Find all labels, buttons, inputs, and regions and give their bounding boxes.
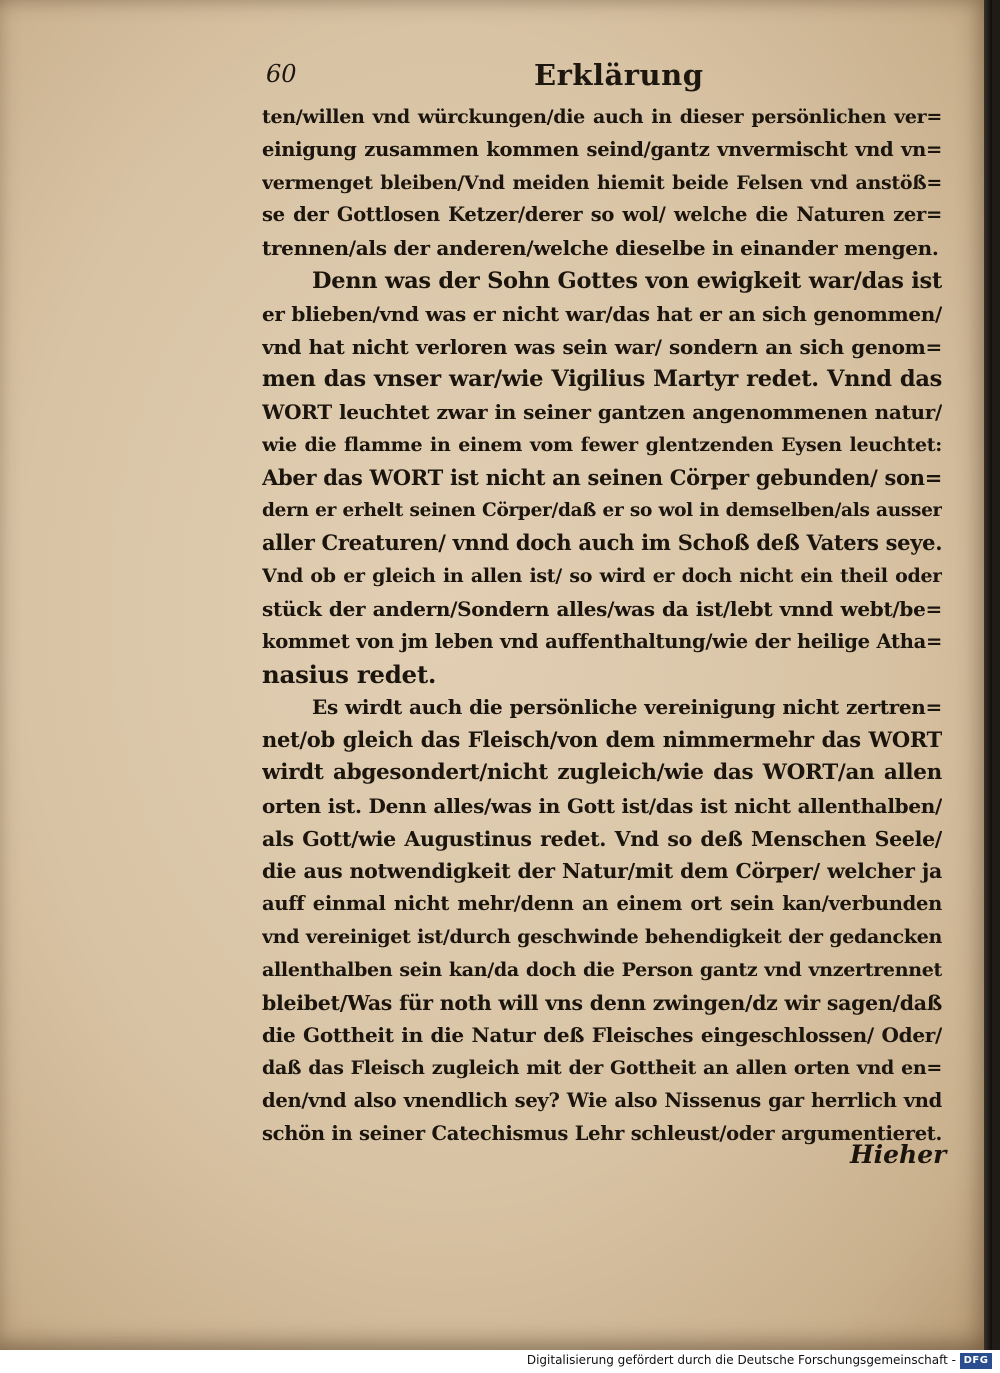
text-line: bleibet/Was für noth will vns denn zwingen/dz wir sagen/daß	[262, 990, 942, 1015]
text-line: vermenget bleiben/Vnd meiden hiemit beide Felsen vnd anstöß=	[262, 171, 942, 194]
digitization-footer	[0, 1350, 1000, 1373]
text-line: Es wirdt auch die persönliche vereinigung nicht zertren=	[312, 695, 942, 720]
text-line: er blieben/vnd was er nicht war/das hat er an sich genommen/	[262, 301, 942, 326]
text-line: stück der andern/Sondern alles/was da ist/lebt vnnd webt/be=	[262, 596, 942, 621]
text-line: WORT leuchtet zwar in seiner gantzen angenommenen natur/	[262, 400, 942, 425]
text-line: nasius redet.	[262, 659, 437, 689]
text-line: ten/willen vnd würckungen/die auch in dieser persönlichen ver=	[262, 106, 942, 128]
text-line: se der Gottlosen Ketzer/derer so wol/ welche die Naturen zer=	[262, 203, 942, 227]
body-text	[262, 101, 942, 1151]
text-line: daß das Fleisch zugleich mit der Gottheit an allen orten vnd en=	[262, 1057, 942, 1080]
text-line: aller Creaturen/ vnnd doch auch im Schoß deß Vaters seye.	[262, 530, 942, 556]
text-line: trennen/als der anderen/welche dieselbe in einander mengen.	[262, 236, 939, 261]
text-line: Vnd ob er gleich in allen ist/ so wird er doch nicht ein theil oder	[262, 565, 942, 588]
text-line: auff einmal nicht mehr/denn an einem ort sein kan/verbunden	[262, 892, 942, 916]
page-header	[262, 58, 942, 94]
text-line: die Gottheit in die Natur deß Fleisches eingeschlossen/ Oder/	[262, 1023, 942, 1048]
text-line: orten ist. Denn alles/was in Gott ist/das ist nicht allenthalben/	[262, 793, 942, 818]
text-line: schön in seiner Catechismus Lehr schleust/oder argumentieret.	[262, 1121, 942, 1145]
text-line: dern er erhelt seinen Cörper/daß er so wol in demselben/als ausser	[262, 499, 942, 521]
text-line: allenthalben sein kan/da doch die Person gantz vnd vnzertrennet	[262, 958, 942, 981]
text-line: vnd hat nicht verloren was sein war/ sondern an sich genom=	[262, 334, 942, 359]
text-line: men das vnser war/wie Vigilius Martyr redet. Vnnd das	[262, 366, 942, 393]
text-line: kommet von jm leben vnd auffenthaltung/wie der heilige Atha=	[262, 629, 942, 653]
text-line: net/ob gleich das Fleisch/von dem nimmermehr das WORT	[262, 727, 942, 753]
text-line: den/vnd also vnendlich sey? Wie also Nissenus gar herrlich vnd	[262, 1088, 942, 1112]
text-line: Denn was der Sohn Gottes von ewigkeit war/das ist	[312, 267, 942, 294]
text-line: wirdt abgesondert/nicht zugleich/wie das WORT/an allen	[262, 759, 942, 785]
funding-credit: Digitalisierung gefördert durch die Deutsche Forschungsgemeinschaft -	[526, 1353, 956, 1367]
page-edge-shadow	[984, 0, 992, 1350]
running-title: Erklärung	[534, 58, 704, 92]
page-number: 60	[266, 60, 297, 88]
text-line: die aus notwendigkeit der Natur/mit dem Cörper/ welcher ja	[262, 859, 942, 884]
text-line: als Gott/wie Augustinus redet. Vnd so deß Menschen Seele/	[262, 826, 942, 851]
catchword: Hieher	[850, 1140, 947, 1169]
text-line: vnd vereiniget ist/durch geschwinde behendigkeit der gedancken	[262, 925, 942, 948]
text-line: einigung zusammen kommen seind/gantz vnvermischt vnd vn=	[262, 137, 942, 161]
dfg-logo: DFG	[960, 1353, 992, 1369]
text-line: wie die flamme in einem vom fewer glentzenden Eysen leuchtet:	[262, 433, 942, 456]
text-line: Aber das WORT ist nicht an seinen Cörper gebunden/ son=	[262, 464, 942, 490]
